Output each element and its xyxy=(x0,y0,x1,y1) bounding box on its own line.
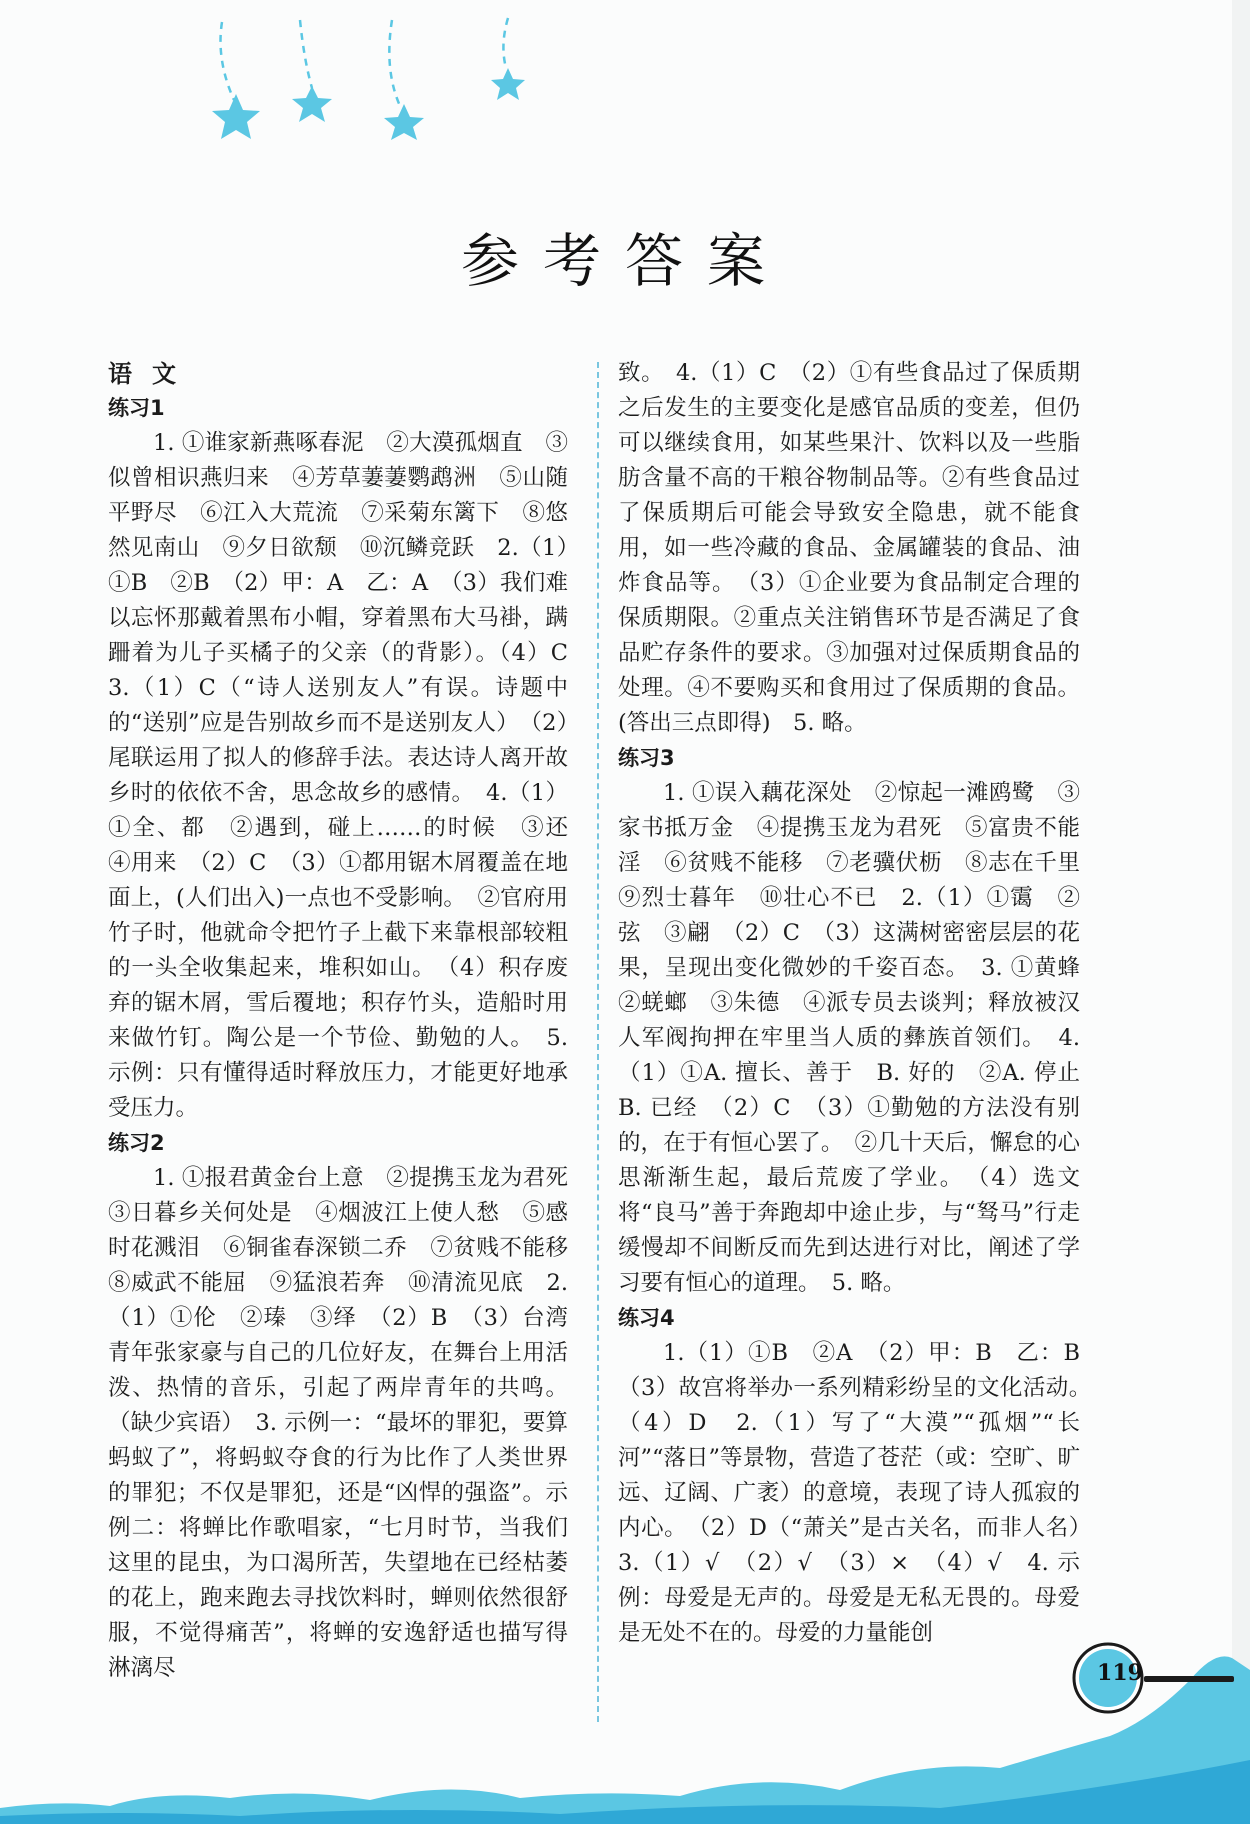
subject-heading: 语文 xyxy=(108,359,196,388)
star-decoration xyxy=(0,0,700,180)
star-icon xyxy=(384,104,424,140)
section-heading: 练习1 xyxy=(108,396,165,420)
bottom-hills-decoration xyxy=(0,1640,1250,1824)
right-column xyxy=(618,356,1103,1651)
page-number: 119 xyxy=(1097,1660,1143,1686)
star-icon xyxy=(292,86,332,122)
section-heading: 练习4 xyxy=(618,1306,675,1330)
column-divider xyxy=(597,362,599,1722)
answer-paragraph: 致。 4.（1）C （2）①有些食品过了保质期之后发生的主要变化是感官品质的变差，但仍可以继续食用，如某些果汁、饮料以及一些脂肪含量不高的干粮谷物制品等。②有些食品过了保质期后可能会导致安全隐患，就不能食用，如一些冷藏的食品、金属罐装的食品、油炸食品等。 （3）①企业要为食品制定合理的保质期限。②重点关注销售环节是否满足了食品贮存条件的要求。③加强对过保质期食品的处理。④不要购买和食用过了保质期的食品。(答出三点即得) 5. 略。 xyxy=(618,360,1080,736)
section-heading: 练习3 xyxy=(618,746,675,770)
left-column xyxy=(108,356,591,1686)
answer-paragraph: 1. ①谁家新燕啄春泥 ②大漠孤烟直 ③似曾相识燕归来 ④芳草萋萋鹦鹉洲 ⑤山随平野尽 ⑥江入大荒流 ⑦采菊东篱下 ⑧悠然见南山 ⑨夕日欲颓 ⑩沉鳞竞跃 2.（1）①B ②B （2）甲：A 乙：A （3）我们难以忘怀那戴着黑布小帽，穿着黑布大马褂，蹒跚着为儿子买橘子的父亲（的背影）。（4）C 3.（1）C（“诗人送别友人”有误。诗题中的“送别”应是告别故乡而不是送别友人） （2）尾联运用了拟人的修辞手法。表达诗人离开故乡时的依依不舍，思念故乡的感情。 4.（1）①全、都 ②遇到，碰上……的时候 ③还 ④用来 （2）C （3）①都用锯木屑覆盖在地面上，(人们出入)一点也不受影响。 ②官府用竹子时，他就命令把竹子上截下来靠根部较粗的一头全收集起来，堆积如山。 （4）积存废弃的锯木屑，雪后覆地；积存竹头，造船时用来做竹钉。陶公是一个节俭、勤勉的人。 5. 示例：只有懂得适时释放压力，才能更好地承受压力。 xyxy=(108,430,591,1121)
answer-paragraph: 1. ①误入藕花深处 ②惊起一滩鸥鹭 ③家书抵万金 ④提携玉龙为君死 ⑤富贵不能淫 ⑥贫贱不能移 ⑦老骥伏枥 ⑧志在千里 ⑨烈士暮年 ⑩壮心不已 2.（1）①霭 ②弦 ③翩 （2）C （3）这满树密密层层的花果，呈现出变化微妙的千姿百态。 3. ①黄蜂 ②蜣螂 ③朱德 ④派专员去谈判；释放被汉人军阀拘押在牢里当人质的彝族首领们。 4.（1）①A. 擅长、善于 B. 好的 ②A. 停止 B. 已经 （2）C （3）①勤勉的方法没有别的，在于有恒心罢了。 ②几十天后，懈怠的心思渐渐生起，最后荒废了学业。 （4）选文将“良马”善于奔跑却中途止步，与“驽马”行走缓慢却不间断反而先到达进行对比，阐述了学习要有恒心的道理。 5. 略。 xyxy=(618,780,1103,1296)
section-heading: 练习2 xyxy=(108,1131,165,1155)
page-number-line xyxy=(1144,1672,1234,1686)
star-icon xyxy=(212,94,260,139)
answer-paragraph: 1. ①报君黄金台上意 ②提携玉龙为君死 ③日暮乡关何处是 ④烟波江上使人愁 ⑤感时花溅泪 ⑥铜雀春深锁二乔 ⑦贫贱不能移 ⑧威武不能屈 ⑨猛浪若奔 ⑩清流见底 2.（1）①伦 ②瑧 ③绎 （2）B （3）台湾青年张家豪与自己的几位好友，在舞台上用活泼、热情的音乐，引起了两岸青年的共鸣。（缺少宾语） 3. 示例一：“最坏的罪犯，要算蚂蚁了”，将蚂蚁夺食的行为比作了人类世界的罪犯；不仅是罪犯，还是“凶悍的强盗”。示例二：将蝉比作歌唱家，“七月时节，当我们这里的昆虫，为口渴所苦，失望地在已经枯萎的花上，跑来跑去寻找饮料时，蝉则依然很舒服，不觉得痛苦”，将蝉的安逸舒适也描写得淋漓尽 xyxy=(108,1165,591,1681)
answer-paragraph: 1.（1）①B ②A （2）甲：B 乙：B （3）故宫将举办一系列精彩纷呈的文化活动。 （4）D 2.（1）写了“大漠”“孤烟”“长河”“落日”等景物，营造了苍茫（或：空旷、旷远、辽阔、广袤）的意境，表现了诗人孤寂的内心。 （2）D（“萧关”是古关名，而非人名） 3.（1）√ （2）√ （3）× （4）√ 4. 示例：母爱是无声的。母爱是无私无畏的。母爱是无处不在的。母爱的力量能创 xyxy=(618,1340,1103,1646)
page-title: 参考答案 xyxy=(460,227,789,295)
star-icon xyxy=(491,68,525,100)
